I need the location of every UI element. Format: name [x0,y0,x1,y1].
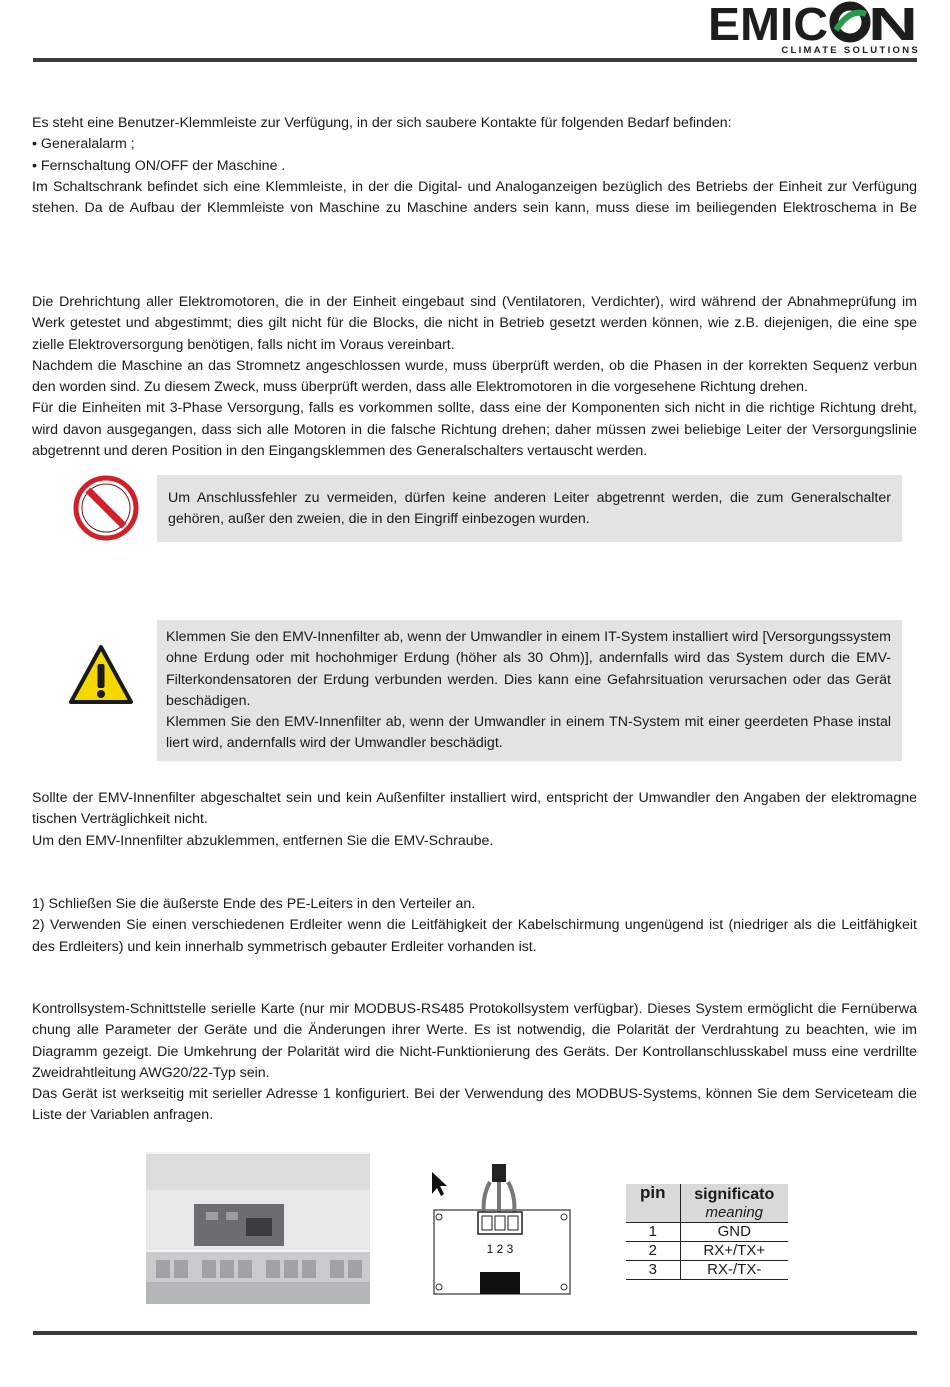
rotation-section [32,292,917,462]
logo-tagline: CLIMATE SOLUTIONS [781,45,920,56]
header-pin: pin [626,1184,680,1223]
warning-tn-system: Klemmen Sie den EMV-Innenfilter ab, wenn der Umwandler in einem TN-System mit einer geerdeten Phase instal liert wird, andernfalls wird der Umwandler beschädigt. [166,714,891,752]
pin-meaning: RX+/TX+ [680,1242,788,1261]
prohibition-icon [73,475,139,541]
warning-icon [68,644,134,706]
bullet-general-alarm: • Generalalarm ; [32,136,135,153]
prohibition-text: Um Anschlussfehler zu vermeiden, dürfen keine anderen Leiter abgetrennt werden, die zum Generalschalter gehören, außer den zweien, die in den Eingriff einbezogen wurden. [168,490,891,528]
pin-number: 3 [626,1261,680,1280]
grounding-step-2: 2) Verwenden Sie einen verschiedenen Erdleiter wenn die Leitfähigkeit der Kabelschirmung ungenügend ist (niedriger als die Leitfähigkeit des Erdleiters) und kein innerhalb symmetrisch gebauter Erdleiter vorhanden ist. [32,917,917,955]
terminal-description: Im Schaltschrank befindet sich eine Klemmleiste, in der die Digital- und Analoganzeigen bezüglich des Betriebs der Einheit zur Verfügung stehen. Da de Aufbau der Klemmleiste von Maschine zu Maschine anders sein kann, muss diese im beiliegenden Elektroschema in Be [32,178,917,217]
rotation-p2: Nachdem die Maschine an das Stromnetz angeschlossen wurde, muss überprüft werden, ob die Phasen in der korrekten Sequenz verbun den worden sind. Zu diesem Zweck, muss überprüft werden, dass alle Elektromotoren in die vorgesehene Richtung drehen. [32,357,917,396]
pin-meaning: GND [680,1223,788,1242]
grounding-step-1: 1) Schließen Sie die äußerste Ende des PE-Leiters in den Verteiler an. [32,896,476,912]
pin-table-figure [626,1184,792,1280]
svg-text:EMIC: EMIC [708,0,828,44]
emc-filter-p1: Sollte der EMV-Innenfilter abgeschaltet sein und kein Außenfilter installiert wird, entspricht der Umwandler den Angaben der elektromagne tischen Verträglichkeit nicht. [32,790,917,828]
bullet-remote-onoff: • Fernschaltung ON/OFF der Maschine . [32,157,286,174]
pin-row [626,1242,788,1261]
pin-number: 1 [626,1223,680,1242]
pin-number: 2 [626,1242,680,1261]
pin-numbers-label: 1 2 3 [486,1242,514,1256]
modbus-p2: Das Gerät ist werkseitig mit serieller Adresse 1 konfiguriert. Bei der Verwendung des MODBUS-Systems, können Sie dem Serviceteam die Liste der Variablen anfragen. [32,1086,917,1124]
terminal-intro: Es steht eine Benutzer-Klemmleiste zur Verfügung, in der sich saubere Kontakte für folgenden Bedarf befinden: [32,115,732,131]
warning-it-system: Klemmen Sie den EMV-Innenfilter ab, wenn der Umwandler in einem IT-System installiert wird [Versorgungssystem ohne Erdung oder mit hochohmiger Erdung (höher als 30 Ohm)], andernfalls wird das System durch die EMV-Filterkondensatoren der Erdung verbunden werden. Dies kann eine Gefahrsituation verursachen oder das Gerät beschädigen. [166,629,891,709]
pin-row [626,1261,788,1280]
pin-table [626,1184,788,1280]
modbus-section [32,999,917,1127]
terminal-strip-section [32,113,917,219]
controller-photo [146,1152,370,1304]
footer-rule [33,1331,917,1335]
logo-wordmark [706,0,920,44]
pin-row [626,1223,788,1242]
prohibition-note [157,475,902,542]
grounding-section [32,894,917,958]
cursor-arrow-icon [432,1172,447,1196]
header-rule [33,58,917,62]
emc-filter-p2: Um den EMV-Innenfilter abzuklemmen, entfernen Sie die EMV-Schraube. [32,832,494,849]
warning-note [157,620,902,761]
emc-filter-section [32,788,917,852]
connector-diagram [428,1164,574,1298]
header-meaning [680,1184,788,1223]
header-significato: significato [694,1186,775,1203]
pin-meaning: RX-/TX- [680,1261,788,1280]
modbus-p1: Kontrollsystem-Schnittstelle serielle Karte (nur mir MODBUS-RS485 Protokollsystem verfügbar). Dieses System ermöglicht die Fernüberwa chung alle Parameter der Geräte und die Änderungen ihrer Werte. Es ist notwendig, die Polarität der Verdrahtung zu beachten, wie im Diagramm gezeigt. Die Umkehrung der Polarität wird die Nicht-Funktionierung des Geräts. Der Kontrollanschlusskabel muss eine verdrillte Zweidrahtleitung AWG20/22-Typ sein. [32,1001,917,1081]
rotation-p3: Für die Einheiten mit 3-Phase Versorgung, falls es vorkommen sollte, dass eine der Komponenten sich nicht in die richtige Richtung dreht, wird davon ausgegangen, dass sich alle Motoren in die falsche Richtung drehen; daher müssen zwei beliebige Leiter der Versorgungslinie abgetrennt und deren Position in den Eingangsklemmen des Generalschalters vertauscht werden. [32,400,917,460]
pin-table-header [626,1184,788,1223]
header-meaning-en: meaning [705,1204,764,1221]
emicon-logo [706,0,920,56]
rotation-p1: Die Drehrichtung aller Elektromotoren, die in der Einheit eingebaut sind (Ventilatoren, Verdichter), wird während der Abnahmeprüfung im Werk getestet und abgestimmt; dies gilt nicht für die Blocks, die nicht in Betrieb gesetzt werden können, wie z.B. diejenigen, die eine spe zielle Elektroversorgung benötigen, falls nicht im Voraus vereinbart. [32,294,917,353]
svg-text:N: N [868,0,918,44]
